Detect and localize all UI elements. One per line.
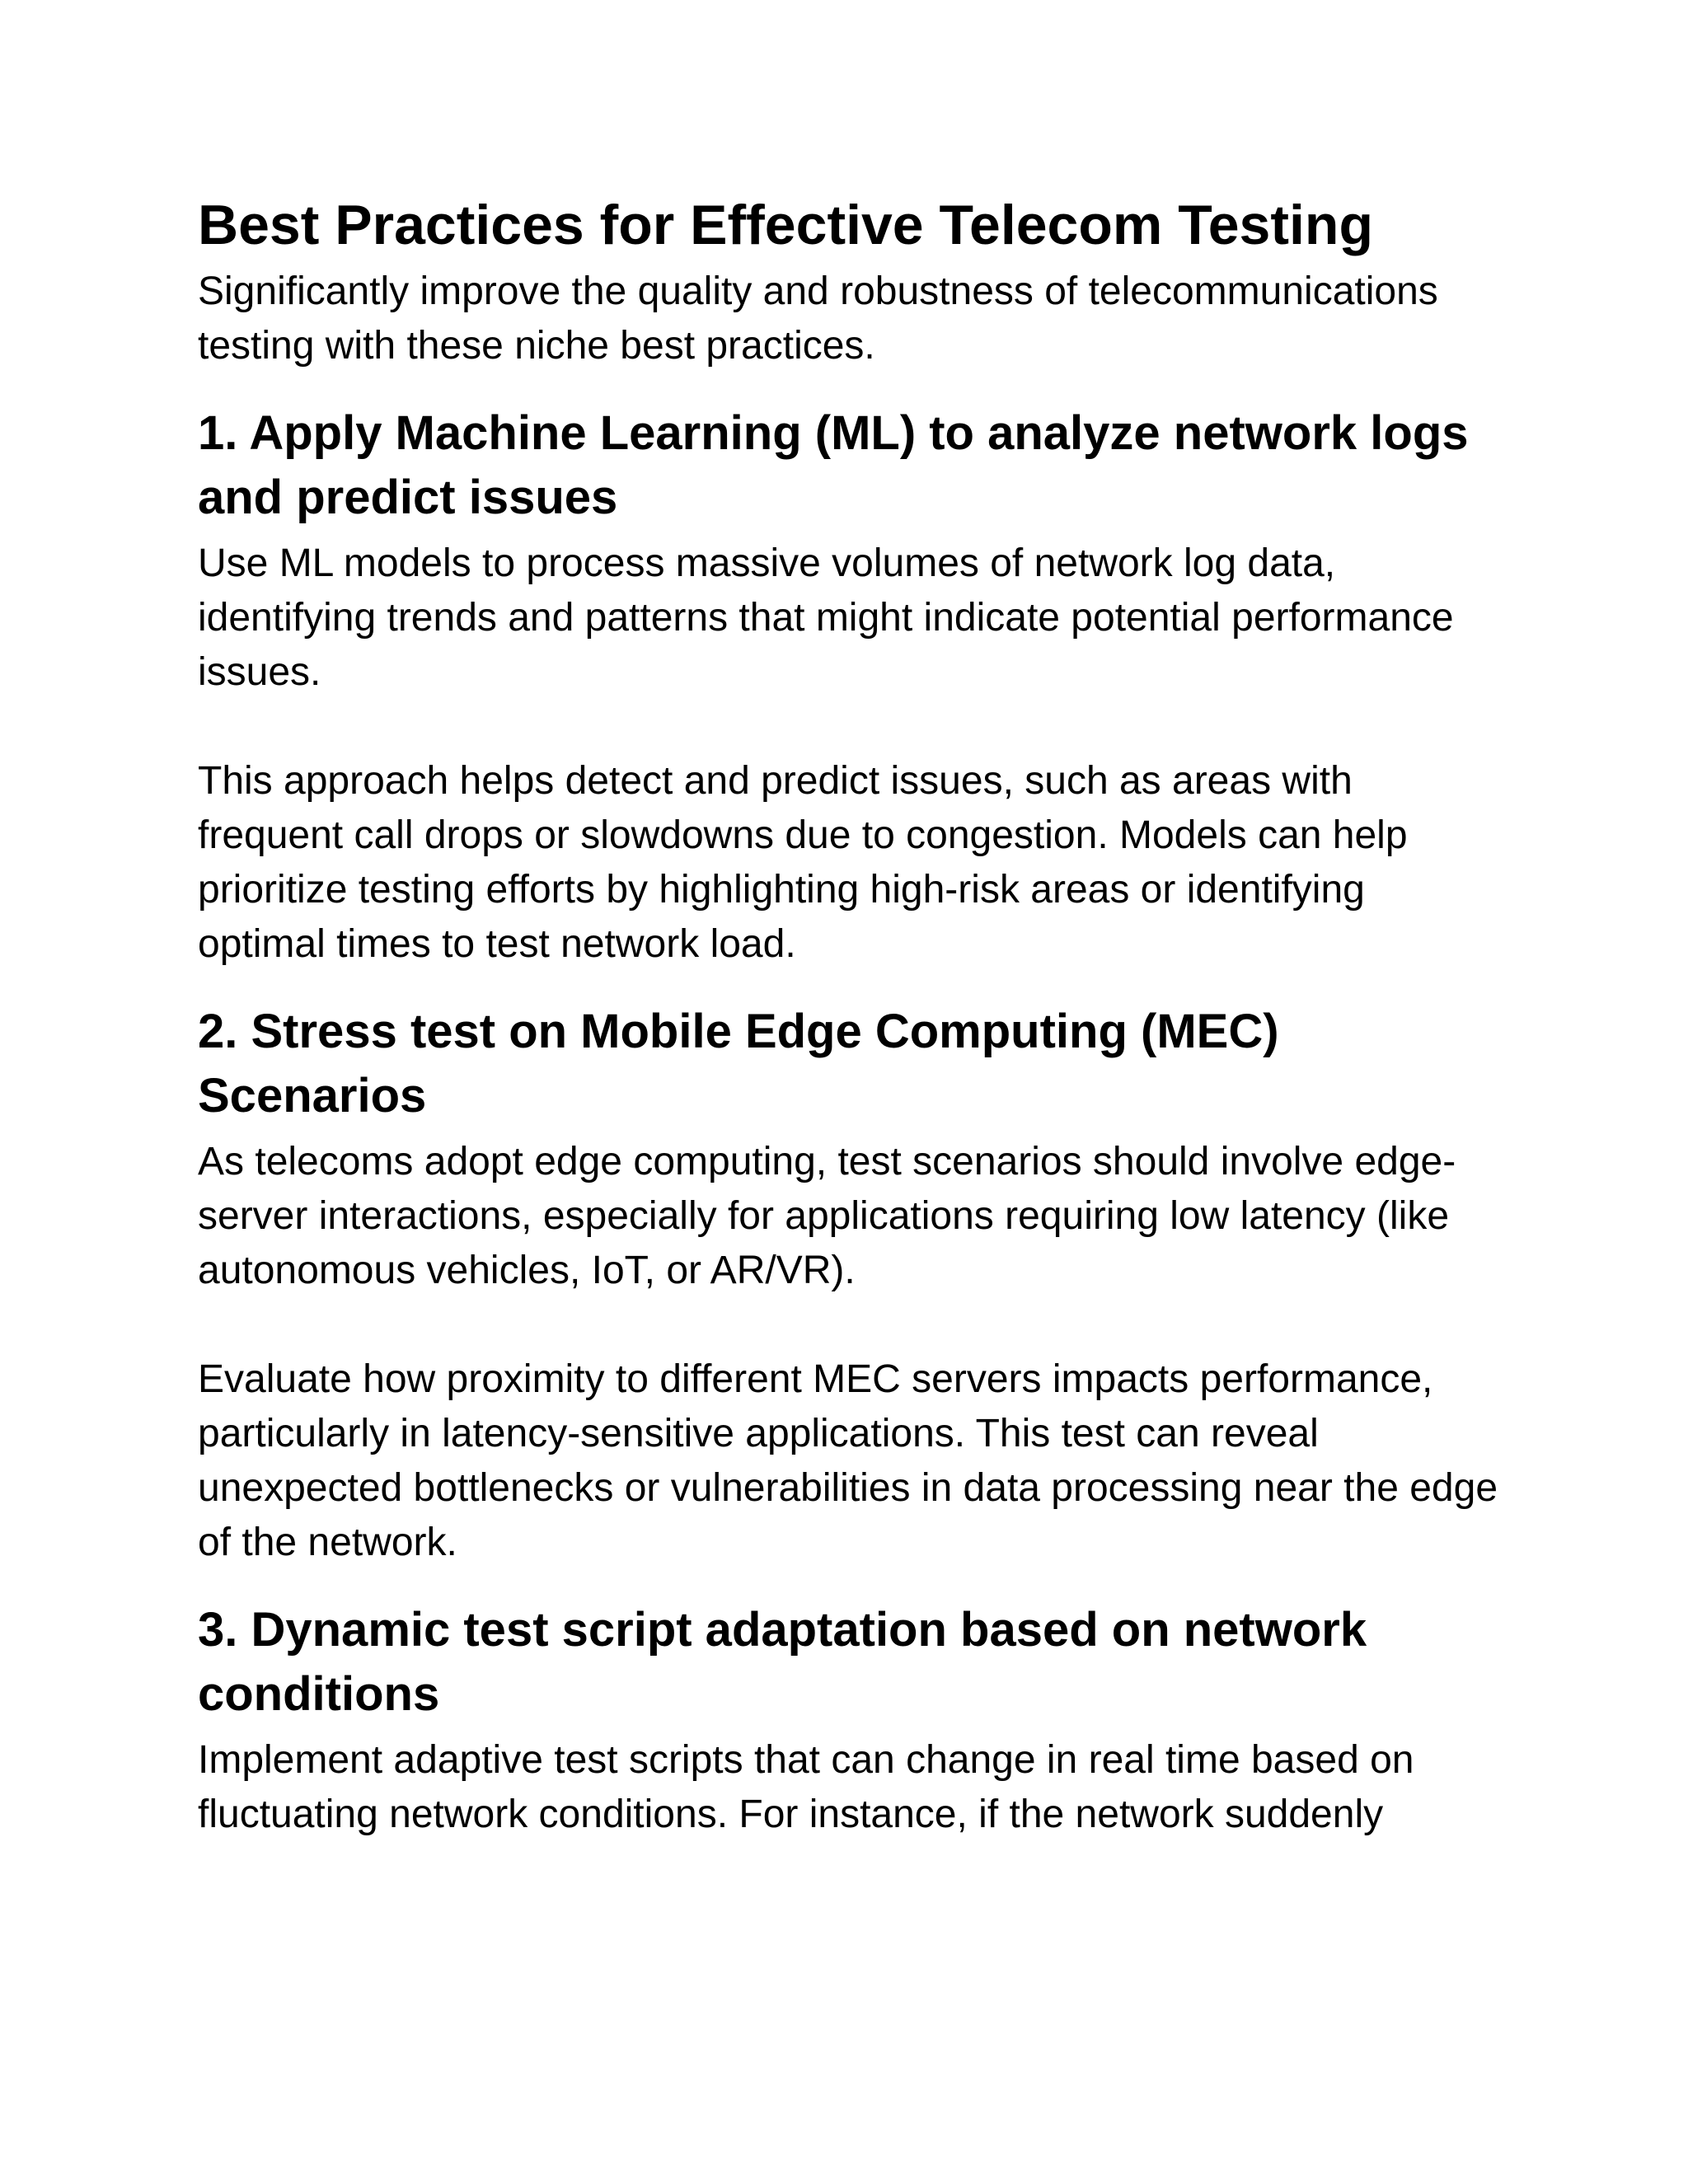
section-mec-stress-test (198, 1000, 1500, 1570)
section-paragraph: Implement adaptive test scripts that can change in real time based on fluctuating network conditions. For instance, if the network suddenly (198, 1738, 1414, 1836)
document-subtitle: Significantly improve the quality and robustness of telecommunications testing with these niche best practices. (198, 269, 1438, 368)
section-heading: 1. Apply Machine Learning (ML) to analyze network logs and predict issues (198, 406, 1469, 524)
section-paragraph: This approach helps detect and predict issues, such as areas with frequent call drops or slowdowns due to congestion. Models can help prioritize testing efforts by highlighting high-risk areas or identifying optimal times to test network load. (198, 759, 1408, 966)
section-paragraph: Evaluate how proximity to different MEC servers impacts performance, particularly in latency-sensitive applications. This test can reveal unexpected bottlenecks or vulnerabilities in data processing near the edge of the network. (198, 1357, 1498, 1564)
section-dynamic-scripts (198, 1598, 1500, 1842)
section-ml-logs (198, 401, 1500, 972)
section-heading: 2. Stress test on Mobile Edge Computing (MEC) Scenarios (198, 1005, 1279, 1122)
document-title: Best Practices for Effective Telecom Testing (198, 194, 1373, 256)
document-body (198, 185, 1500, 1842)
section-paragraph: Use ML models to process massive volumes of network log data, identifying trends and patterns that might indicate potential performance issues. (198, 541, 1454, 694)
section-heading: 3. Dynamic test script adaptation based on network conditions (198, 1603, 1367, 1721)
section-paragraph: As telecoms adopt edge computing, test scenarios should involve edge-server interactions, especially for applications requiring low latency (like autonomous vehicles, IoT, or AR/VR). (198, 1140, 1456, 1292)
